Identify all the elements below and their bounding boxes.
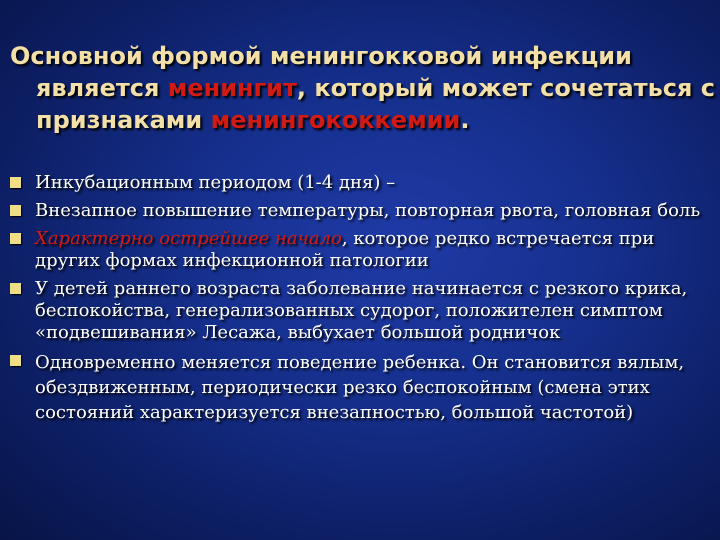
square-bullet-icon <box>10 205 21 216</box>
bullet-item-fever <box>8 200 716 222</box>
slide-title <box>10 40 720 136</box>
title-highlight-meningococcemia: менингококкемии <box>210 106 461 134</box>
square-bullet-icon <box>10 177 21 188</box>
bullet-item-incubation <box>8 172 716 194</box>
bullet-item-infants <box>8 278 716 344</box>
bullet-text: Внезапное повышение температуры, повторная рвота, головная боль <box>35 200 701 221</box>
title-highlight-meningitis: менингит <box>167 74 297 102</box>
bullet-item-behavior <box>8 350 716 425</box>
title-text-part1: Основной формой менингокковой инфекции является <box>10 42 632 102</box>
bullet-text: Инкубационным периодом (1-4 дня) – <box>35 172 396 193</box>
bullet-text: , которое редко встречается при других формах инфекционной патологии <box>35 228 655 271</box>
square-bullet-icon <box>10 283 21 294</box>
bullet-highlight: Характерно острейшее начало <box>35 228 342 249</box>
bullet-text: У детей раннего возраста заболевание начинается с резкого крика, беспокойства, генерализованных судорог, положителен симптом «подвешивания» Лесажа, выбухает большой родничок <box>35 278 688 343</box>
bullet-text: Одновременно меняется поведение ребенка. Он становится вялым, обездвиженным, периодически резко беспокойным (смена этих состояний характеризуется внезапностью, большой частотой) <box>35 352 685 423</box>
title-text-part2: , который может сочетаться с признаками <box>36 74 716 134</box>
bullet-item-acute-onset <box>8 228 716 272</box>
square-bullet-icon <box>10 355 21 366</box>
title-text-part3: . <box>460 106 470 134</box>
square-bullet-icon <box>10 233 21 244</box>
bullet-list <box>8 172 716 431</box>
